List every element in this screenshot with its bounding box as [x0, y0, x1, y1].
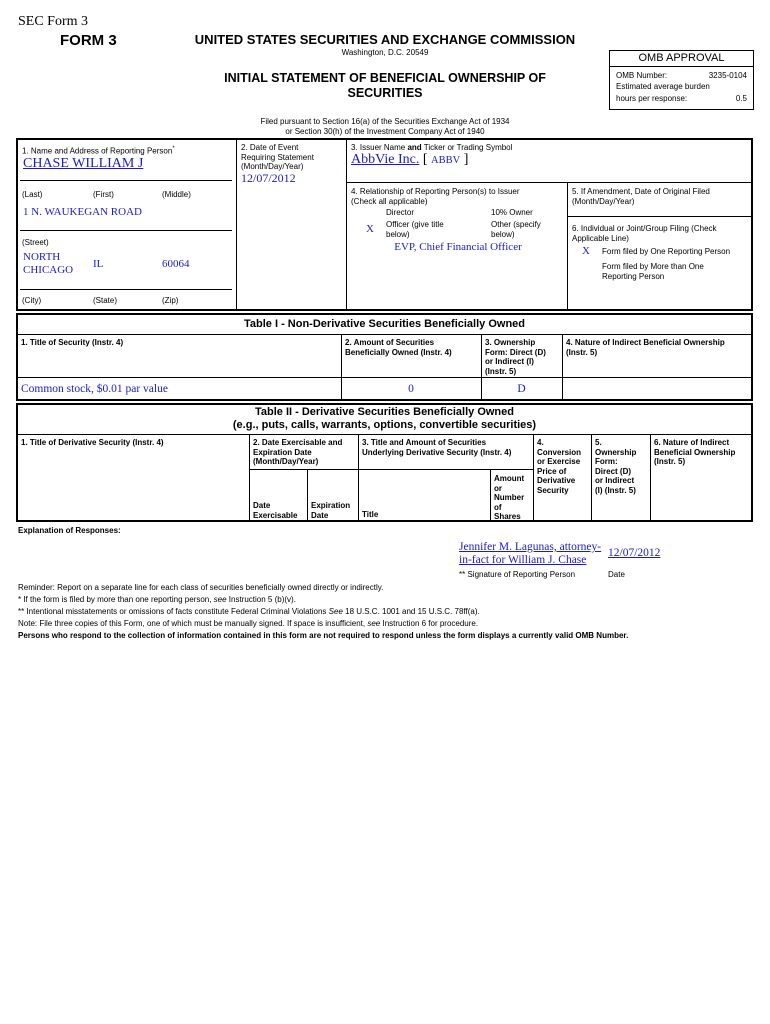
table2-col-date-exercisable: Date Exercisable: [253, 501, 298, 520]
last-label: (Last): [22, 190, 43, 199]
agency-city: Washington, D.C. 20549: [341, 48, 429, 57]
explanation-label: Explanation of Responses:: [18, 526, 121, 535]
table2-col-ownership-form: 5. Ownership Form: Direct (D) or Indirect (I) (Instr. 5): [595, 438, 637, 495]
table1-row-ownership-form: D: [517, 383, 526, 395]
filed-pursuant: Filed pursuant to Section 16(a) of the Securities Exchange Act of 1934 or Section 30(h) of the Investment Company Act of 1940: [260, 117, 510, 136]
form-number: FORM 3: [60, 32, 117, 49]
officer-check-mark[interactable]: X: [366, 223, 374, 235]
zip-value: 60064: [162, 258, 190, 270]
table1-col-amount: 2. Amount of Securities Beneficially Owned (Instr. 4): [345, 338, 452, 357]
state-label: (State): [93, 296, 118, 305]
reminder-note: Reminder: Report on a separate line for each class of securities beneficially owned directly or indirectly.: [18, 583, 384, 592]
date-label: Date: [608, 570, 625, 579]
one-person-label: Form filed by One Reporting Person: [602, 247, 731, 256]
table2-col-dates: 2. Date Exercisable and Expiration Date (Month/Day/Year): [253, 438, 343, 466]
agency-name: UNITED STATES SECURITIES AND EXCHANGE COMMISSION: [194, 32, 576, 47]
table1-col-nature: 4. Nature of Indirect Beneficial Ownership (Instr. 5): [566, 338, 725, 357]
table1-row-amount: 0: [408, 383, 414, 395]
ten-percent-owner-label: 10% Owner: [491, 208, 533, 217]
issuer-name-ticker: AbbVie Inc. [ ABBV ]: [351, 152, 469, 167]
omb-number-label: OMB Number:: [616, 71, 668, 80]
note-omb-valid: Persons who respond to the collection of information contained in this form are not required to respond unless the form displays a currently valid OMB Number.: [18, 631, 629, 640]
note-copies: Note: File three copies of this Form, one of which must be manually signed. If space is insufficient, see Instruction 6 for procedure.: [18, 619, 479, 628]
table2-col-amount-shares: Amount or Number of Shares: [494, 474, 525, 521]
zip-label: (Zip): [162, 296, 179, 305]
table2-col-underlying-title: Title: [362, 510, 379, 519]
reporting-person-name[interactable]: CHASE WILLIAM J: [23, 156, 144, 171]
omb-hours-label: hours per response:: [616, 94, 688, 103]
director-label: Director: [386, 208, 415, 217]
ticker-symbol: ABBV: [431, 155, 461, 166]
table2-col-underlying: 3. Title and Amount of Securities Underlying Derivative Security (Instr. 4): [362, 438, 512, 457]
omb-title: OMB APPROVAL: [610, 51, 753, 67]
reporting-person-label: 1. Name and Address of Reporting Person*: [22, 146, 175, 156]
omb-number-value: 3235-0104: [708, 71, 747, 80]
street-value: 1 N. WAUKEGAN ROAD: [23, 206, 142, 218]
omb-approval-box: [609, 50, 754, 110]
state-value: IL: [93, 258, 104, 270]
table1-row-security-title: Common stock, $0.01 par value: [21, 383, 168, 395]
signature-label: ** Signature of Reporting Person: [459, 570, 576, 579]
issuer-name-link[interactable]: AbbVie Inc.: [351, 152, 420, 167]
table2-title: Table II - Derivative Securities Beneficially Owned (e.g., puts, calls, warrants, options, convertible securities): [232, 406, 537, 431]
table2-col-nature: 6. Nature of Indirect Beneficial Ownership (Instr. 5): [654, 438, 736, 466]
table1-title: Table I - Non-Derivative Securities Beneficially Owned: [244, 318, 525, 330]
omb-hours-value: 0.5: [735, 94, 747, 103]
form-title: INITIAL STATEMENT OF BENEFICIAL OWNERSHIP OF SECURITIES: [224, 71, 546, 100]
table2-col-conversion: 4. Conversion or Exercise Price of Derivative Security: [537, 438, 582, 495]
officer-title-value: EVP, Chief Financial Officer: [394, 241, 522, 253]
table2-col-title: 1. Title of Derivative Security (Instr. 4): [21, 438, 164, 447]
city-value: NORTH CHICAGO: [23, 251, 74, 276]
table2-col-expiration-date: Expiration Date: [311, 501, 351, 520]
amendment-label: 5. If Amendment, Date of Original Filed (Month/Day/Year): [572, 187, 710, 206]
street-label: (Street): [22, 238, 49, 247]
city-label: (City): [22, 296, 42, 305]
signature-name[interactable]: Jennifer M. Lagunas, attorney- in-fact for William J. Chase: [459, 541, 602, 566]
officer-label: Officer (give title below): [386, 220, 444, 239]
relationship-label: 4. Relationship of Reporting Person(s) to Issuer (Check all applicable): [351, 187, 520, 206]
filing-type-label: 6. Individual or Joint/Group Filing (Check Applicable Line): [572, 224, 717, 243]
sec-form-label: SEC Form 3: [18, 14, 89, 29]
event-date-value: 12/07/2012: [241, 171, 296, 185]
first-label: (First): [93, 190, 114, 199]
table1-col-ownership: 3. Ownership Form: Direct (D) or Indirect (I) (Instr. 5): [485, 338, 546, 376]
note-misstatements: ** Intentional misstatements or omissions of facts constitute Federal Criminal Violations See 18 U.S.C. 1001 and 15 U.S.C. 78ff(a).: [18, 607, 480, 616]
more-persons-label: Form filed by More than One Reporting Person: [602, 262, 704, 281]
event-date-label: 2. Date of Event Requiring Statement (Month/Day/Year): [241, 143, 314, 171]
table1-col-title: 1. Title of Security (Instr. 4): [21, 338, 124, 347]
middle-label: (Middle): [162, 190, 191, 199]
omb-burden-label: Estimated average burden: [616, 81, 710, 91]
issuer-label: 3. Issuer Name and Ticker or Trading Symbol: [351, 143, 513, 152]
note-multiple-persons: * If the form is filed by more than one reporting person, see Instruction 5 (b)(v).: [18, 595, 296, 604]
other-label: Other (specify below): [491, 220, 541, 239]
one-person-check-mark[interactable]: X: [582, 245, 590, 257]
signature-date[interactable]: 12/07/2012: [608, 547, 661, 559]
